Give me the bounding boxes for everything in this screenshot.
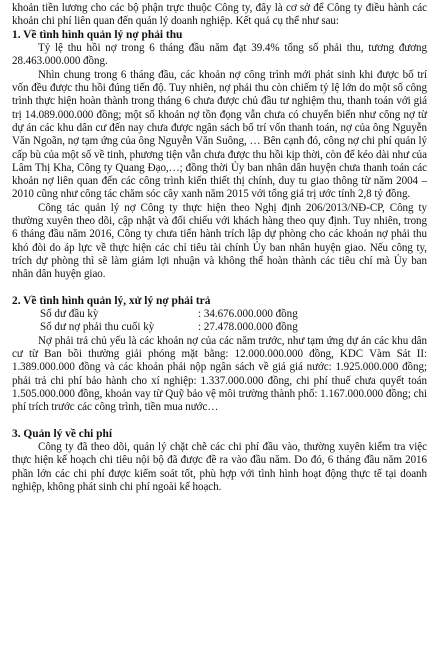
balance-row-opening [12, 308, 427, 321]
section-1-heading: 1. Về tình hình quản lý nợ phải thu [12, 28, 183, 41]
section-2-paragraph-1: Nợ phải trả chủ yếu là các khoản nợ của các năm trước, như tạm ứng dự án các khu dân cư từ Ban bồi thường giải phóng mặt bằng: 12.000.000.000 đồng, KDC Vàm Sát II: 1.389.000.000 đồng và các khoản phải nộp ngân sách về giá giá nước: 1.925.000.000 đồng; phải trả chi phí bảo hành cho xí nghiệp: 1.337.000.000 đồng, chi phí thuế chưa quyết toán 1.505.000.000 đồng, khoản vay từ Quỹ bảo vệ môi trường thành phố: 1.167.000.000 đồng; chi phí trích trước các công trình, tiền mua nước… [12, 334, 427, 414]
intro-paragraph: khoản tiền lương cho các bộ phận trực thuộc Công ty, đây là cơ sở để Công ty điều hành các khoản chi phí liên quan đến quản lý doanh nghiệp. Kết quả cụ thể như sau: [12, 2, 427, 28]
section-3-paragraph-1: Công ty đã theo dõi, quản lý chặt chẽ các chi phí đầu vào, thường xuyên kiểm tra việc thực hiện kế hoạch chi tiêu nội bộ đã được đề ra vào đầu năm. Do đó, 6 tháng đầu năm 2016 phần lớn các chi phí được kiểm soát tốt, phù hợp với tình hình hoạt động thực tế tại doanh nghiệp, không phát sinh chi phí ngoài kế hoạch. [12, 441, 427, 493]
section-1-paragraph-1: Tỷ lệ thu hồi nợ trong 6 tháng đầu năm đạt 39.4% tổng số phải thu, tương đương 28.463.000.000 đồng. [12, 42, 427, 68]
section-1-paragraph-3: Công tác quản lý nợ Công ty thực hiện theo Nghị định 206/2013/NĐ-CP, Công ty thường xuyên theo dõi, cập nhật và đối chiếu với khách hàng theo quy định. Tuy nhiên, trong 6 tháng đầu năm 2016, Công ty chưa tiến hành trích lập dự phòng cho các khoản nợ phải thu khó đòi do áp lực về thực hiện các chỉ tiêu tài chính Ủy ban nhân huyện giao. Nếu công ty, trích dự phòng thì sẽ làm giảm lợi nhuận và không thể hoàn thành các tiêu chí mà Ủy ban nhân dân huyện giao. [12, 201, 427, 281]
balance-value: : 27.478.000.000 đồng [198, 321, 298, 334]
section-2-heading: 2. Về tình hình quản lý, xử lý nợ phải trả [12, 294, 211, 307]
section-3-heading: 3. Quản lý về chi phí [12, 427, 113, 440]
spacer [12, 415, 427, 428]
section-1-paragraph-2: Nhìn chung trong 6 tháng đầu, các khoản nợ công trình mới phát sinh khi được bố trí vốn đều được thu hồi đúng tiến độ. Tuy nhiên, nợ phải thu còn chiếm tỷ lệ lớn do một số công trình thực hiện hoàn thành trong tháng 6 chưa được chủ đầu tư nghiệm thu, thanh toán với giá trị 14.089.000.000 đồng; một số khoản nợ tồn đọng vẫn chưa có chuyển biến như công nợ từ dự án các khu dân cư đến nay chưa được ngân sách bố trí vốn thanh toán, nợ của ông Nguyễn Văn Ngoãn, nợ tạm ứng của ông Nguyễn Văn Suông, … Bên cạnh đó, công nợ chi phí quản lý cấp bù của một số về tinh, phương tiện vẫn chưa được thu hồi kịp thời, còn để kéo dài như của Lâm Thị Kha, Công ty Quang Đạo,…; đồng thời Ủy ban nhân dân huyện chưa thanh toán các khoản nợ liên quan đến các công trình kiến thiết thị chính, duy tu giao thông từ năm 2004 – 2010 cũng như công tác chăm sóc cây xanh năm 2015 với tổng giá trị ước tính 2,8 tỷ đồng. [12, 68, 427, 201]
spacer [12, 282, 427, 295]
balance-row-closing [12, 321, 427, 334]
balance-label: Số dư đầu kỳ [40, 308, 99, 321]
balance-label: Số dư nợ phải thu cuối kỳ [40, 321, 155, 334]
balance-value: : 34.676.000.000 đồng [198, 308, 298, 321]
